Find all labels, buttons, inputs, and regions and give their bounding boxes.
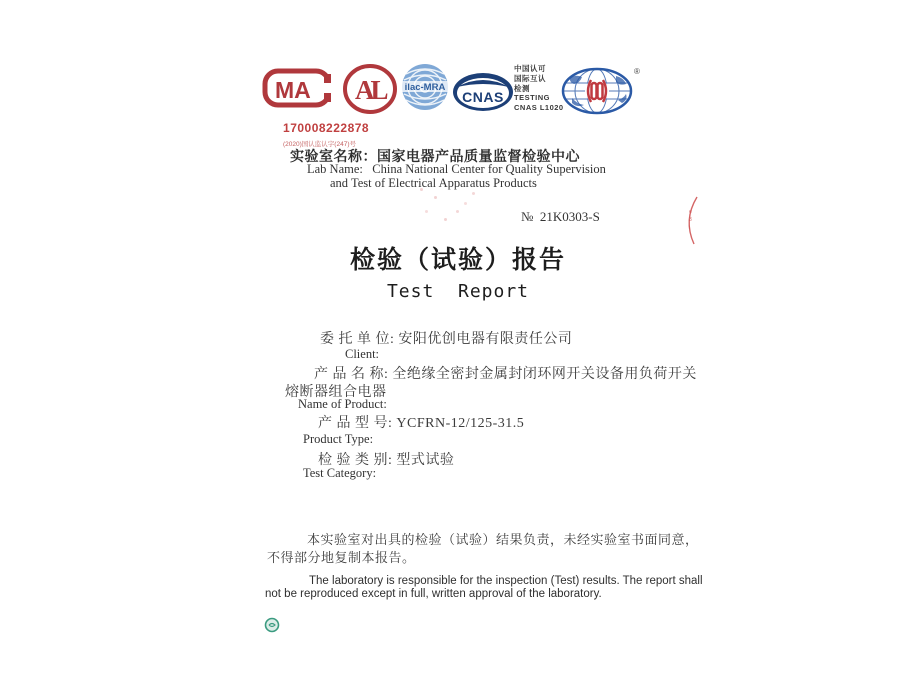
field-product-name-en: Name of Product:	[298, 397, 387, 411]
field-product-type-en: Product Type:	[303, 432, 374, 446]
report-title-cn: 检验（试验）报告	[349, 246, 566, 274]
registered-trademark-symbol: ®	[634, 67, 640, 76]
accreditation-line: TESTING	[514, 93, 551, 103]
scan-speckles	[420, 188, 423, 191]
field-test-category-en: Test Category:	[303, 466, 377, 480]
report-title-en: Test Report	[386, 281, 530, 302]
cnas-logo-icon	[452, 72, 514, 112]
accreditation-text-block	[514, 64, 564, 113]
field-product-type-cn: 产 品 型 号: YCFRN-12/125-31.5	[318, 416, 525, 431]
disclaimer-en-line2: not be reproduced except in full, written approval of the laboratory.	[265, 588, 602, 600]
ilac-mra-label: ilac-MRA	[404, 82, 446, 93]
cma-letters: MA	[275, 77, 311, 103]
disclaimer-cn-line1: 本实验室对出具的检验（试验）结果负责，未经实验室书面同意，	[307, 532, 699, 547]
field-product-name-cn-line2: 熔断器组合电器	[285, 385, 387, 400]
field-test-category-cn: 检 验 类 别: 型式试验	[318, 453, 455, 468]
field-product-name-cn-line1: 产 品 名 称: 全绝缘全密封金属封闭环网开关设备用负荷开关	[314, 367, 697, 382]
al-letters: AL	[355, 75, 385, 105]
ilac-mra-logo-icon	[400, 62, 450, 112]
cma-note-text: (2020)国认监认字(247)号	[283, 141, 356, 148]
cma-number-text: 170008222878	[283, 121, 370, 135]
svg-text:i: i	[689, 225, 691, 231]
title-block	[258, 240, 658, 302]
globe-certification-icon	[560, 64, 640, 116]
al-logo-icon	[342, 63, 398, 115]
lab-name-cn: 实验室名称：国家电器产品质量监督检验中心	[290, 148, 580, 164]
disclaimer-en-line1: The laboratory is responsible for the inspection (Test) results. The report shall	[309, 575, 703, 587]
lab-name-en-line2: and Test of Electrical Apparatus Products	[330, 176, 537, 190]
green-stamp-mark	[264, 617, 280, 633]
svg-text:3: 3	[689, 217, 692, 223]
accreditation-line: CNAS L1020	[514, 103, 564, 112]
report-number: № 21K0303-S	[521, 209, 600, 224]
accreditation-line: 检测	[514, 83, 530, 93]
accreditation-line: 中国认可	[514, 64, 546, 73]
svg-text:e: e	[689, 209, 692, 215]
lab-name-en-line1: Lab Name: China National Center for Quality Supervision	[307, 162, 606, 176]
cma-logo-icon	[262, 68, 342, 108]
cnas-label: CNAS	[462, 89, 504, 105]
red-stamp-edge	[681, 196, 701, 246]
accreditation-line: 国际互认	[514, 73, 546, 83]
field-client-cn: 委 托 单 位: 安阳优创电器有限责任公司	[320, 332, 573, 347]
field-client-en: Client:	[345, 347, 380, 361]
disclaimer-cn-line2: 不得部分地复制本报告。	[267, 550, 416, 565]
